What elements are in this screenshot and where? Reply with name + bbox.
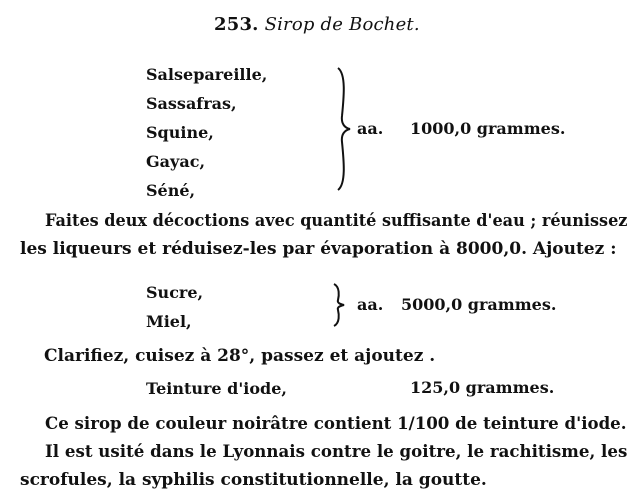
aa-label-1: aa.: [357, 119, 384, 138]
quantity-2: 5000,0 grammes.: [401, 295, 557, 314]
recipe-title: [214, 14, 420, 35]
aa-label-2: aa.: [357, 295, 384, 314]
ingredient-list-3: [146, 374, 287, 403]
ingredient-item: Salsepareille,: [146, 65, 268, 84]
ingredient-item: Teinture d'iode,: [146, 379, 287, 398]
ingredient-list-2: [146, 278, 203, 336]
ingredient-item: Gayac,: [146, 152, 206, 171]
paragraph-3-line-1: Ce sirop de couleur noirâtre contient 1/100 de teinture d'iode.: [45, 414, 627, 434]
recipe-number: 253.: [214, 14, 259, 35]
ingredient-item: Sucre,: [146, 283, 204, 302]
ingredient-item: Miel,: [146, 312, 192, 331]
paragraph-2-line-1: Clarifiez, cuisez à 28°, passez et ajoutez .: [44, 346, 436, 366]
ingredient-list-1: [146, 60, 267, 205]
brace-2: [330, 282, 348, 328]
ingredient-item: Squine,: [146, 123, 214, 142]
paragraph-3-line-2: Il est usité dans le Lyonnais contre le goitre, le rachitisme, les: [45, 442, 628, 462]
quantity-1: 1000,0 grammes.: [410, 119, 566, 138]
quantity-3: 125,0 grammes.: [410, 378, 555, 397]
paragraph-1-line-2: les liqueurs et réduisez-les par évaporation à 8000,0. Ajoutez :: [20, 239, 617, 259]
paragraph-1-line-1: Faites deux décoctions avec quantité suffisante d'eau ; réunissez: [45, 211, 628, 231]
ingredient-item: Sassafras,: [146, 94, 237, 113]
paragraph-3-line-3: scrofules, la syphilis constitutionnelle, la goutte.: [20, 470, 487, 490]
ingredient-item: Séné,: [146, 181, 196, 200]
recipe-name: Sirop de Bochet.: [264, 14, 420, 35]
brace-1: [334, 66, 354, 192]
